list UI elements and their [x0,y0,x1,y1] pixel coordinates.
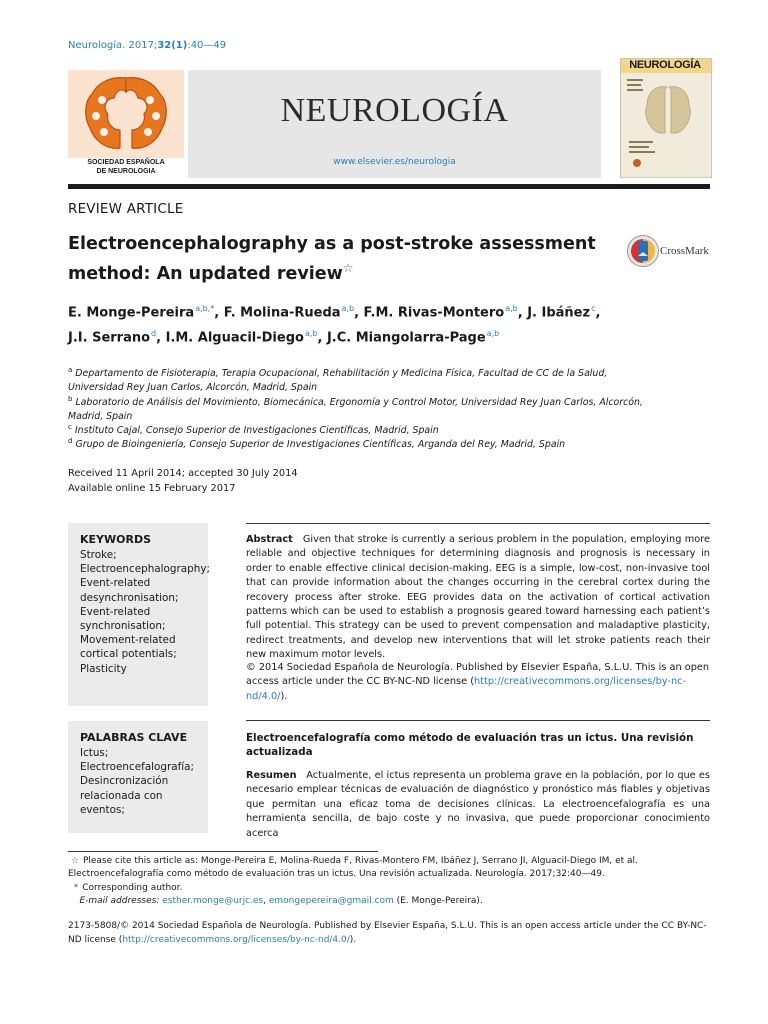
affiliation-mark: c [68,423,72,431]
keyword: Event-related [80,577,151,590]
affiliation-mark: a [68,366,73,374]
corresponding-author-text: Corresponding author. [82,883,183,893]
brain-logo-icon [68,70,184,158]
email-suffix: (E. Monge-Pereira). [396,896,483,906]
author-affil-mark[interactable]: a,b [505,304,518,313]
keyword: Electroencephalography; [80,563,210,576]
palabras-clave-heading: PALABRAS CLAVE [80,731,188,744]
footnote-asterisk: * [73,883,79,893]
email-link[interactable]: esther.monge@urjc.es [162,896,264,906]
spanish-title: Electroencefalografía como método de evaluación tras un ictus. Una revisión actualizada [246,732,694,758]
keyword: desynchronisation; [80,591,179,604]
affiliation-a [68,363,718,395]
article-type: REVIEW ARTICLE [68,201,184,217]
license-link[interactable]: http://creativecommons.org/licenses/by-nc-nd/4.0/ [246,676,687,702]
journal-ref-volume: 32(1) [157,40,188,51]
affiliation-mark: b [68,395,73,403]
author-name: J.C. Miangolarra-Page [326,330,486,346]
keyword: relacionada con [80,789,163,802]
abstract-copyright-text: © 2014 Sociedad Española de Neurología. Published by Elsevier España, S.L.U. This is an open access article under the CC BY-NC-ND license ( [246,662,710,688]
article-title [68,232,598,286]
journal-cover-image [620,58,712,178]
affiliation-text: Instituto Cajal, Consejo Superior de Investigaciones Científicas, Madrid, Spain [74,425,439,437]
resumen-top-rule [246,720,710,721]
cover-title: NEUROLOGÍA [629,59,701,71]
abstract-text: Given that stroke is currently a serious problem in the population, employing more reliable and objective techniques for determining diagnosis and prognosis is necessary in order to enable effective clinical decision-making. EEG is a simple, low-cost, non-invasive tool that can provide information about the changes occurring in the cerebral cortex during the recovery process after stroke. EEG provides data on the activation of cortical activation patterns which can be used to establish a prognosis geared toward harnessing each patient’s full potential. This strategy can be used to prevent compensation and maladaptive plasticity, redirect treatments, and develop new interventions that will let stroke patients reach their new maximum motor levels. [246,534,710,661]
copyright-notice [68,920,718,948]
author-affil-mark[interactable]: a,b [486,329,500,339]
author-affil-mark[interactable]: a,b [304,329,318,339]
journal-ref-pages: :40—49 [187,40,227,51]
affiliation-d [68,434,718,452]
keyword: Stroke; [80,549,117,561]
resumen-paragraph [246,769,710,839]
citation-text: Please cite this article as: Monge-Pereira E, Molina-Rueda F, Rivas-Montero FM, Ibáñez J, Serrano JI, Alguacil-Diego IM, et al. Electroencefalografía como método de evaluación tras un ictus. Una revisión actualizada. Neurología. 2017;32:40—49. [68,856,638,880]
journal-name: NEUROLOGÍA [280,92,509,129]
copyright-end: ). [349,934,357,945]
affiliation-text: Laboratorio de Análisis del Movimiento, Biomecánica, Ergonomía y Control Motor, Universidad Rey Juan Carlos, Alcorcón, [75,397,643,409]
author-name: J.I. Serrano [68,330,151,346]
society-name [68,158,184,176]
author-affil-mark[interactable]: a,b [341,304,355,313]
keywords-box [68,523,208,706]
crossmark-icon [626,234,660,268]
crossmark-label: CrossMark [660,245,709,257]
footnote-star: ☆ [70,856,79,866]
author-name: E. Monge-Pereira [68,305,195,321]
author-name: I.M. Alguacil-Diego [165,330,304,346]
palabras-clave-box [68,721,208,833]
journal-url-link[interactable]: www.elsevier.es/neurologia [333,157,456,167]
keywords-heading: KEYWORDS [80,533,152,546]
abstract-paragraph [246,533,710,663]
email-note: E-mail addresses: esther.monge@urjc.es, emongepereira@gmail.com (E. Monge-Pereira). [79,896,483,906]
affiliation-text: Universidad Rey Juan Carlos, Alcorcón, Madrid, Spain [68,382,318,394]
copyright-text: 2173-5808/© 2014 Sociedad Española de Neurología. Published by Elsevier España, S.L.U. This is an open access article under the CC BY-NC-ND license ( [68,921,707,945]
keyword: Event-related [80,605,151,618]
online-date: Available online 15 February 2017 [68,483,236,494]
keyword: Desincronización [80,775,169,788]
header-rule [68,184,710,189]
resumen-label: Resumen [246,770,297,781]
affiliation-text: Departamento de Fisioterapia, Terapia Ocupacional, Rehabilitación y Medicina Física, Facultad de CC de la Salud, [75,368,608,380]
abstract-copyright [246,661,710,704]
journal-reference [68,40,226,51]
footnote-rule [68,851,378,852]
author-affil-mark[interactable]: a,b,* [195,304,215,313]
abstract-label: Abstract [246,534,293,545]
keyword: eventos; [80,803,125,816]
resumen-text: Actualmente, el ictus representa un problema grave en la población, por lo que es necesario emplear técnicas de evaluación de diagnóstico y pronóstico más fiables y objetivas que permitan una eficaz toma de decisiones clínicas. La electroencefalografía es una herramienta sencilla, de bajo coste y no invasiva, que puede proporcionar conocimiento acerca [246,770,710,839]
journal-ref-prefix: Neurología. 2017; [68,40,158,51]
keyword: Ictus; [80,747,109,759]
society-name-line2: DE NEUROLOGIA [96,168,156,175]
abstract-copyright-end: ). [280,690,288,702]
abstract-top-rule [246,523,710,524]
email-link[interactable]: emongepereira@gmail.com [268,896,394,906]
cover-brain-icon [621,59,711,177]
author-affil-mark[interactable]: d [151,329,157,339]
society-name-line1: SOCIEDAD ESPAÑOLA [87,159,165,166]
article-dates [68,466,298,496]
email-label: E-mail addresses: [79,896,160,906]
affiliation-text: Madrid, Spain [68,411,133,423]
received-date: Received 11 April 2014; accepted 30 July 2014 [68,468,298,479]
author-name: F.M. Rivas-Montero [363,305,505,321]
author-name: F. Molina-Rueda [223,305,341,321]
keyword: cortical potentials; [80,648,177,661]
citation-footnote [68,855,718,882]
author-name: J. Ibáñez [527,305,591,321]
author-list: E. Monge-Pereira$^{a,b,*}$, F. Molina-Rueda$^{a,b}$, F.M. Rivas-Montero$^{a,b}$, J. Ibáñez$^c$, J.I. Serrano$^d$, I.M. Alguacil-Diego$^{a,b}$, J.C. Miangolarra-Page$^{a,b}$ [68,304,601,346]
keyword: synchronisation; [80,620,166,633]
corresponding-author-note [68,882,718,895]
license-link[interactable]: http://creativecommons.org/licenses/by-nc-nd/4.0/ [122,934,350,945]
keyword: Movement-related [80,634,176,647]
affiliation-text: Grupo de Bioingeniería, Consejo Superior de Investigaciones Científicas, Arganda del Rey, Madrid, Spain [75,439,566,451]
keyword: Plasticity [80,662,127,675]
author-affil-mark[interactable]: c [591,304,596,313]
keyword: Electroencefalografía; [80,761,195,774]
title-footnote-star[interactable]: ☆ [342,261,354,275]
article-title-text: Electroencephalography as a post-stroke assessment method: An updated review [68,234,596,284]
affiliation-mark: d [68,437,73,445]
